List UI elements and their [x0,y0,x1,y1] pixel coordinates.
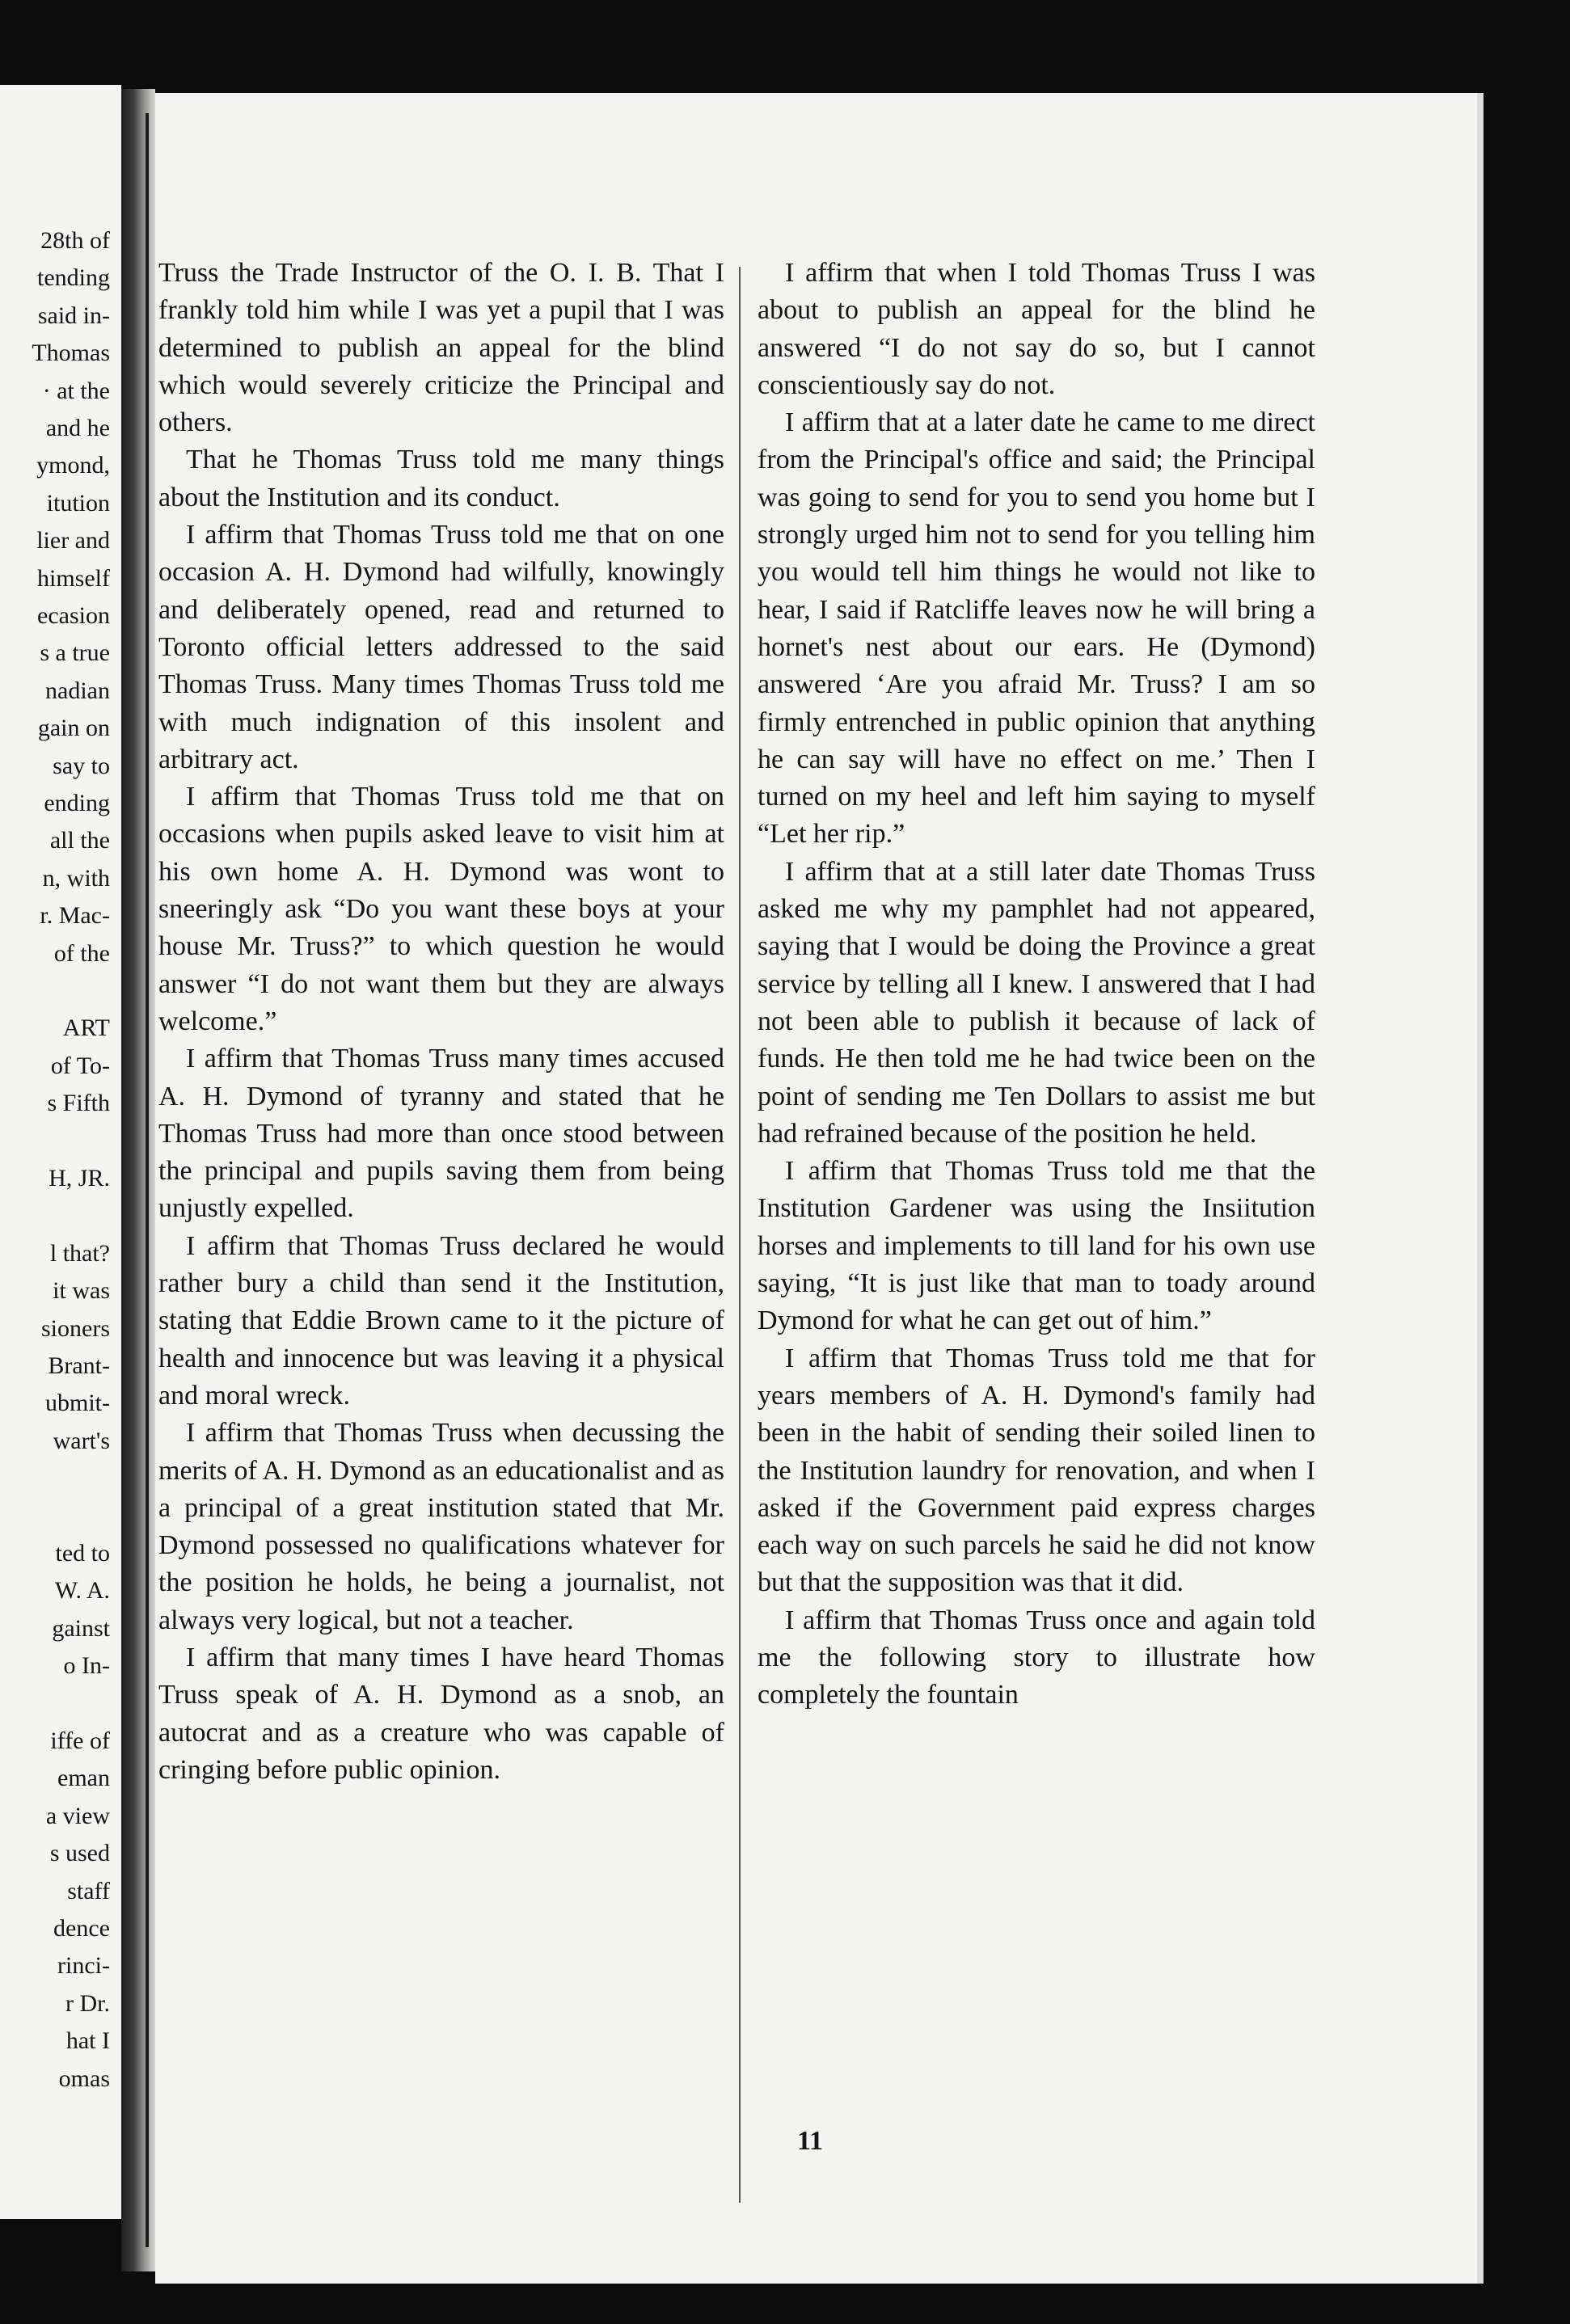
previous-page-text-fragment: eman [57,1765,110,1792]
previous-page-text-fragment: r Dr. [65,1989,110,2017]
previous-page-text-fragment: all the [49,827,110,854]
previous-page-text-fragment: ymond, [36,452,110,479]
previous-page-text-fragment: ART [62,1014,110,1042]
previous-page-text-fragment: wart's [53,1427,110,1454]
left-text-column [158,255,724,1789]
previous-page-text-fragment: lier and [36,527,110,555]
previous-page-text-fragment: s Fifth [47,1090,110,1117]
previous-page-text-fragment: it was [53,1277,110,1305]
paragraph: I affirm that many times I have heard Thomas Truss speak of A. H. Dymond as a snob, an autocrat and as a creature who was capable of cringing before public opinion. [158,1642,724,1785]
previous-page-text-fragment: ted to [55,1540,110,1567]
previous-page-text-fragment: and he [45,415,110,441]
previous-page-text-fragment: gain on [37,715,110,742]
previous-page-text-fragment: ending [44,790,110,816]
previous-page-text-fragment: sioners [41,1314,110,1342]
previous-page-text-fragment: s a true [40,639,110,667]
paragraph: I affirm that Thomas Truss when decussing the merits of A. H. Dymond as an educationalist and as a principal of a great institution stated that Mr. Dymond possessed no qualifications whatever for the position he holds, he being a journalist, not always very logical, but not a teacher. [158,1418,724,1635]
previous-page-text-fragment: 28th of [40,227,110,254]
paragraph: I affirm that Thomas Truss once and again told me the following story to illustrate how completely the fountain [758,1605,1315,1710]
page-number: 11 [796,2126,824,2156]
previous-page-text-fragment: Brant- [48,1352,110,1379]
paragraph: I affirm that Thomas Truss told me that for years members of A. H. Dymond's family had been in the habit of sending their soiled linen to the Institution laundry for renovation, and when I asked if the Government paid express charges each way on such parcels he said he did not know but that the supposition was that it did. [758,1343,1315,1598]
previous-page-text-fragment: staff [67,1877,110,1904]
previous-page-text-fragment: nadian [45,677,110,704]
previous-page-text-fragment: r. Mac- [40,902,110,930]
previous-page-text-fragment: himself [37,564,110,592]
previous-page-text-fragment: W. A. [54,1577,110,1605]
book-gutter [121,89,155,2271]
previous-page-text-fragment: itution [46,489,110,517]
book-page [155,93,1483,2284]
previous-page-text-fragment: H, JR. [49,1165,110,1192]
paragraph: That he Thomas Truss told me many things about the Institution and its conduct. [158,445,724,512]
previous-page-text-fragment: hat I [65,2027,110,2055]
paragraph: I affirm that Thomas Truss declared he would rather bury a child than send it the Institution, stating that Eddie Brown came to it the picture of health and innocence but was leaving it a physical and moral wreck. [158,1230,724,1411]
previous-page-text-fragment: s used [49,1840,110,1867]
previous-page-text-fragment: l that? [49,1239,110,1267]
previous-page-text-fragment: ecasion [37,602,110,629]
previous-page-text-fragment: of To- [50,1052,110,1079]
previous-page-text-fragment: said in- [37,302,110,329]
previous-page-text-fragment: rinci- [57,1952,110,1980]
previous-page-text-fragment: tending [37,264,110,292]
previous-page-text-fragment: gainst [52,1614,110,1642]
previous-page-text-fragment: · at the [42,377,110,404]
paragraph: I affirm that Thomas Truss told me that on occasions when pupils asked leave to visit him at his own home A. H. Dymond was wont to sneeringly ask “Do you want these boys at your house Mr. Truss?” to which question he would answer “I do not want them but they are always welcome.” [158,782,724,1036]
previous-page-text-fragment: o In- [63,1652,110,1680]
previous-page-text-fragment: omas [58,2065,110,2092]
paragraph: I affirm that Thomas Truss many times accused A. H. Dymond of tyranny and stated that he Thomas Truss had more than once stood between the principal and pupils saving them from being unjustly expelled. [158,1044,724,1224]
previous-page-text-fragment: say to [53,752,110,779]
paragraph: I affirm that at a still later date Thomas Truss asked me why my pamphlet had not appeared, saying that I would be doing the Province a great service by telling all I knew. I answered that I had not been able to publish it because of lack of funds. He then told me he had twice been on the point of sending me Ten Dollars to assist me but had refrained because of the position he held. [758,856,1315,1149]
previous-page-text-fragment: n, with [42,864,110,892]
previous-page-text-fragment: dence [53,1915,110,1942]
paragraph: I affirm that Thomas Truss told me that the Institution Gardener was using the Insiitution horses and implements to till land for his own use saying, “It is just like that man to toady around Dymond for what he can get out of him.” [758,1156,1315,1336]
paragraph: I affirm that at a later date he came to me direct from the Principal's office and said; the Principal was going to send for you to send you home but I strongly urged him not to send for you telling him you would tell him things he would not like to hear, I said if Ratcliffe leaves now he will bring a hornet's nest about our ears. He (Dymond) answered ‘Are you afraid Mr. Truss? I am so firmly entrenched in public opinion that anything he can say will have no effect on me.’ Then I turned on my heel and left him saying to myself “Let her rip.” [758,407,1315,850]
column-divider [739,267,741,2203]
previous-page-text-fragment: ubmit- [45,1390,110,1417]
paragraph: Truss the Trade Instructor of the O. I. B. That I frankly told him while I was yet a pupil that I was determined to publish an appeal for the blind which would severely criticize the Principal and others. [158,258,724,438]
previous-page-edge [0,85,121,2219]
previous-page-text-fragment: a view [45,1802,110,1829]
paragraph: I affirm that Thomas Truss told me that on one occasion A. H. Dymond had wilfully, knowingly and deliberately opened, read and returned to Toronto official letters addressed to the said Thomas Truss. Many times Thomas Truss told me with much indignation of this insolent and arbitrary act. [158,520,724,774]
binding-line [146,113,149,2247]
previous-page-text-fragment: Thomas [32,340,110,367]
paragraph: I affirm that when I told Thomas Truss I was about to publish an appeal for the blind he answered “I do not say do so, but I cannot conscientiously say do not. [758,258,1315,400]
previous-page-text-fragment: iffe of [50,1727,110,1754]
previous-page-text-fragment: of the [53,939,110,967]
right-text-column [758,255,1315,1715]
